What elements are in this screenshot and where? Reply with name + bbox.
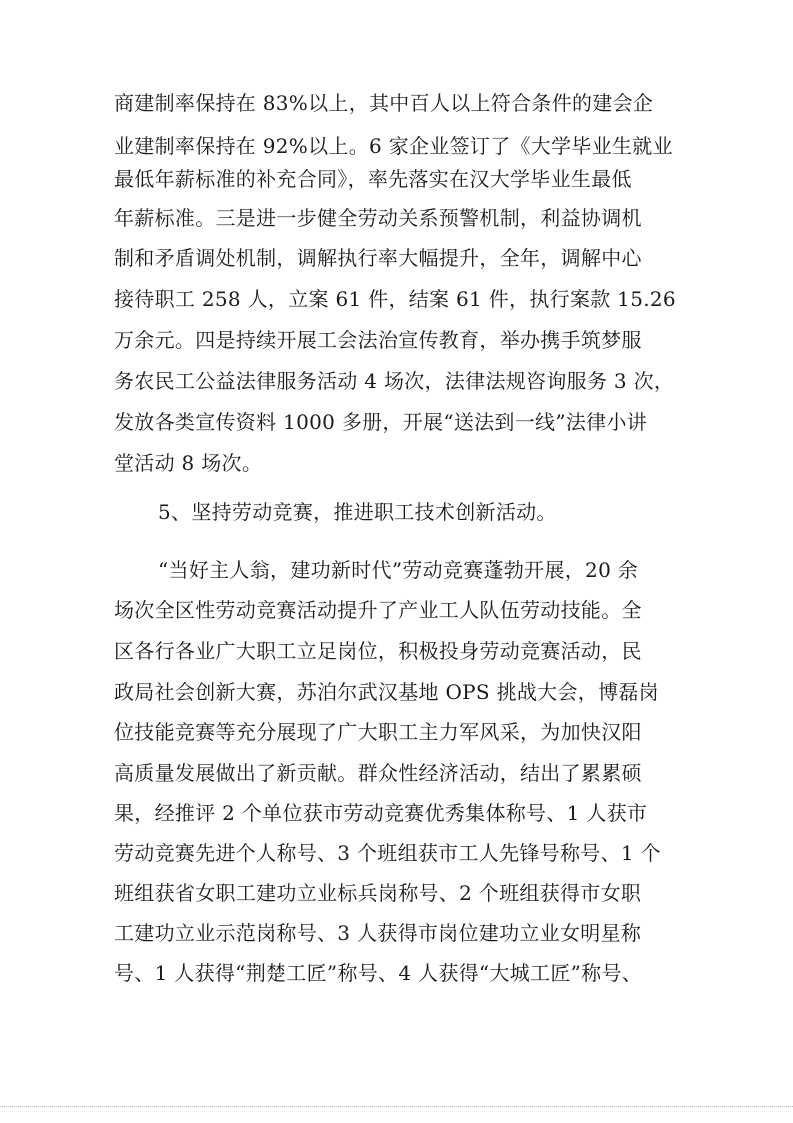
paragraph-line: 务农民工公益法律服务活动 4 场次，法律法规咨询服务 3 次， — [114, 369, 675, 393]
paragraph-line: 班组获省女职工建功立业标兵岗称号、2 个班组获得市女职 — [114, 881, 642, 905]
paragraph-line: 堂活动 8 场次。 — [114, 451, 263, 475]
paragraph-line: 劳动竞赛先进个人称号、3 个班组获市工人先锋号称号、1 个 — [114, 841, 661, 865]
paragraph-line: 果，经推评 2 个单位获市劳动竞赛优秀集体称号、1 人获市 — [114, 801, 648, 825]
paragraph-line: 号、1 人获得“荆楚工匠”称号、4 人获得“大城工匠”称号、 — [114, 961, 643, 985]
paragraph-line: 政局社会创新大赛，苏泊尔武汉基地 OPS 挑战大会，博磊岗 — [114, 680, 659, 704]
paragraph-line: “当好主人翁，建功新时代”劳动竞赛蓬勃开展，20 余 — [158, 558, 639, 582]
paragraph-line: 接待职工 258 人，立案 61 件，结案 61 件，执行案款 15.26 — [114, 287, 676, 311]
paragraph-line: 年薪标准。三是进一步健全劳动关系预警机制，利益协调机 — [114, 206, 642, 230]
paragraph-line: 万余元。四是持续开展工会法治宣传教育，举办携手筑梦服 — [114, 328, 642, 352]
section-heading: 5、坚持劳动竞赛，推进职工技术创新活动。 — [158, 500, 557, 524]
paragraph-line: 场次全区性劳动竞赛活动提升了产业工人队伍劳动技能。全 — [114, 598, 642, 622]
paragraph-line: 发放各类宣传资料 1000 多册，开展“送法到一线”法律小讲 — [114, 410, 648, 434]
paragraph-line: 区各行各业广大职工立足岗位，积极投身劳动竞赛活动，民 — [114, 639, 642, 663]
paragraph-line: 最低年薪标准的补充合同》，率先落实在汉大学毕业生最低 — [114, 167, 632, 191]
paragraph-line: 业建制率保持在 92%以上。6 家企业签订了《大学毕业生就业 — [114, 134, 673, 158]
paragraph-line: 商建制率保持在 83%以上，其中百人以上符合条件的建会企 — [114, 91, 654, 115]
paragraph-line: 位技能竞赛等充分展现了广大职工主力军风采，为加快汉阳 — [114, 720, 642, 744]
paragraph-line: 工建功立业示范岗称号、3 人获得市岗位建功立业女明星称 — [114, 921, 642, 945]
paragraph-line: 高质量发展做出了新贡献。群众性经济活动，结出了累累硕 — [114, 761, 642, 785]
paragraph-line: 制和矛盾调处机制，调解执行率大幅提升，全年，调解中心 — [114, 246, 642, 270]
page-bottom-divider — [0, 1106, 793, 1107]
